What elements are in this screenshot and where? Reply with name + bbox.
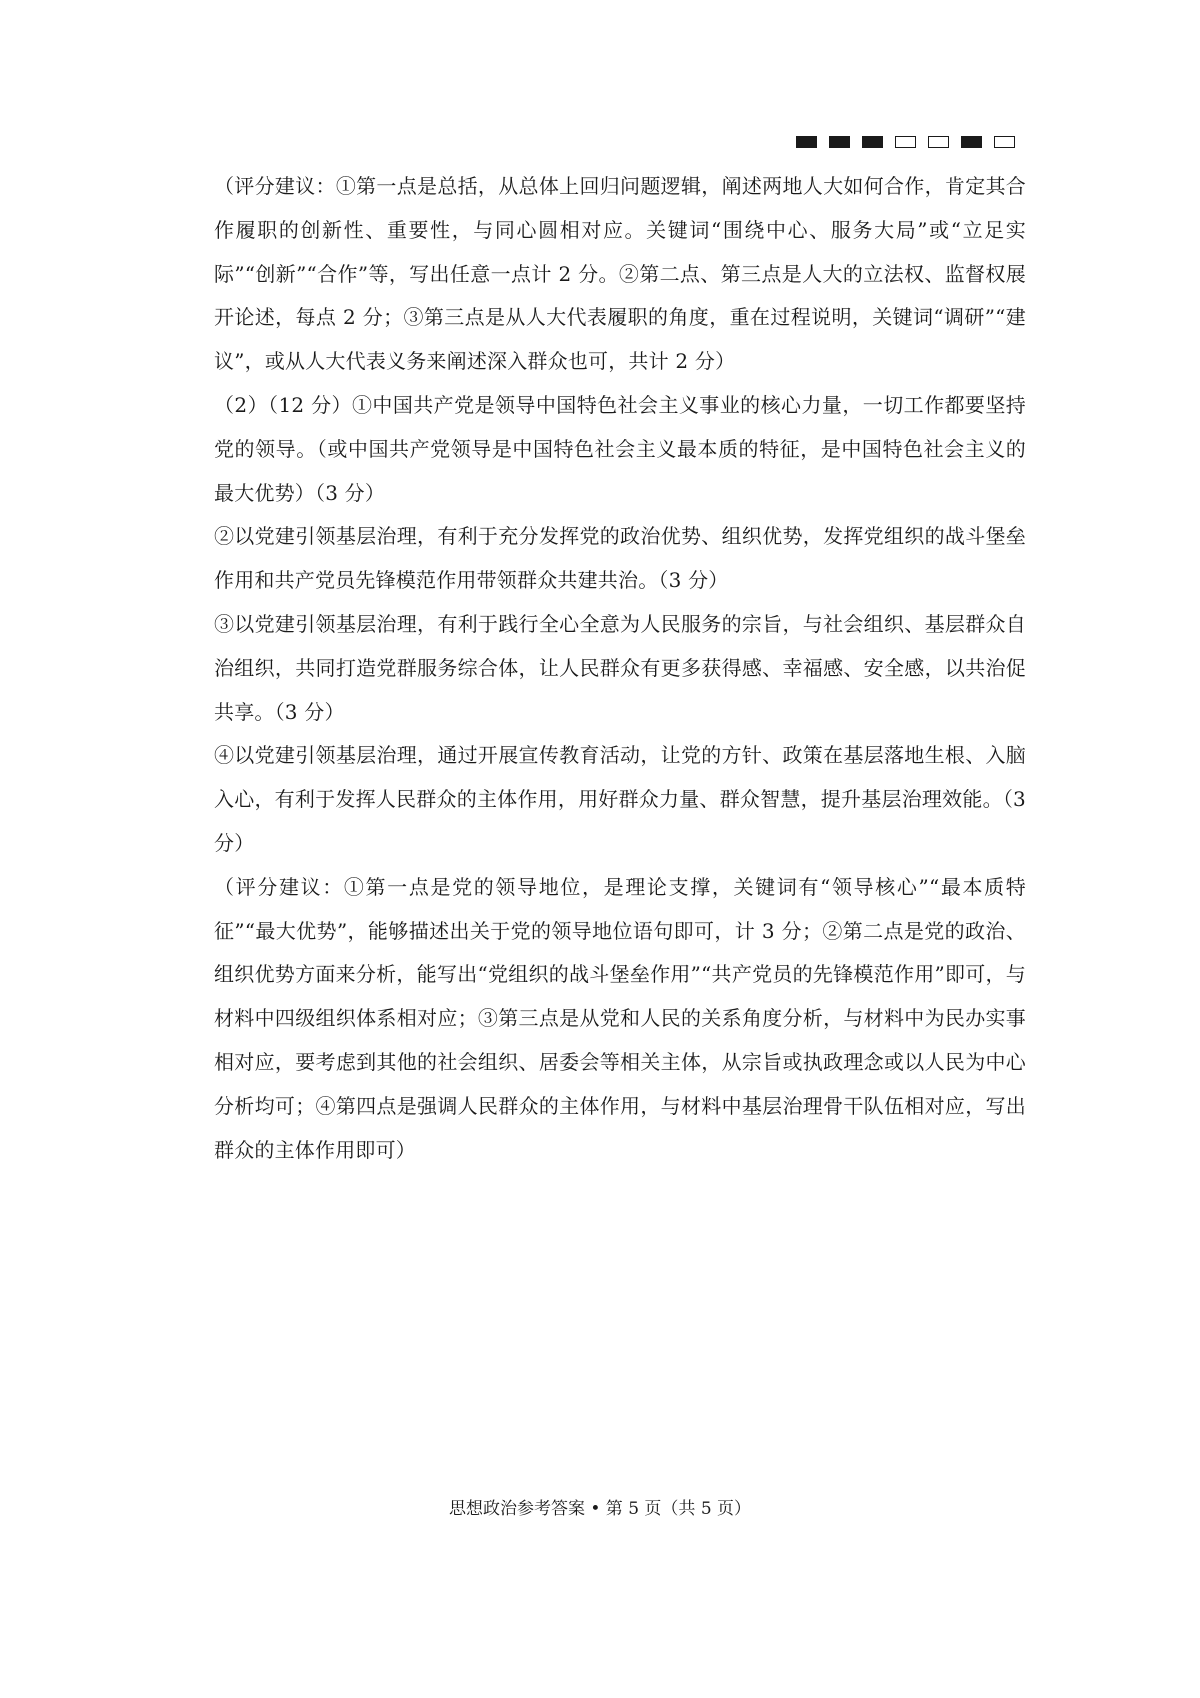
scoring-note-paragraph: （评分建议：①第一点是党的领导地位，是理论支撑，关键词有“领导核心”“最本质特征”“最大优势”，能够描述出关于党的领导地位语句即可，计 3 分；②第二点是党的政治、组织优势方面来分析，能写出“党组织的战斗堡垒作用”“共产党员的先锋模范作用”即可，与材料中四级组织体系相对应；③第三点是从党和人民的关系角度分析，与材料中为民办实事相对应，要考虑到其他的社会组织、居委会等相关主体，从宗旨或执政理念或以人民为中心分析均可；④第四点是强调人民群众的主体作用，与材料中基层治理骨干队伍相对应，写出群众的主体作用即可） [214,874,1026,1162]
page-footer: 思想政治参考答案 • 第 5 页（共 5 页） [448,1499,752,1519]
question-2-point-3: ③以党建引领基层治理，有利于践行全心全意为人民服务的宗旨，与社会组织、基层群众自治组织，共同打造党群服务综合体，让人民群众有更多获得感、幸福感、安全感，以共治促共享。（3 分） [214,611,1026,724]
empty-square-icon [994,136,1015,148]
scoring-note-paragraph: （评分建议：①第一点是总括，从总体上回归问题逻辑，阐述两地人大如何合作，肯定其合作履职的创新性、重要性，与同心圆相对应。关键词“围绕中心、服务大局”或“立足实际”“创新”“合作”等，写出任意一点计 2 分。②第二点、第三点是人大的立法权、监督权展开论述，每点 2 分；③第三点是从人大代表履职的角度，重在过程说明，关键词“调研”“建议”，或从人大代表义务来阐述深入群众也可，共计 2 分） [214,174,1026,374]
question-2-point-4: ④以党建引领基层治理，通过开展宣传教育活动，让党的方针、政策在基层落地生根、入脑入心，有利于发挥人民群众的主体作用，用好群众力量、群众智慧，提升基层治理效能。（3 分） [214,743,1026,855]
answer-content [214,165,1026,1172]
empty-square-icon [928,136,949,148]
question-2-point-2: ②以党建引领基层治理，有利于充分发挥党的政治优势、组织优势，发挥党组织的战斗堡垒作用和共产党员先锋模范作用带领群众共建共治。（3 分） [214,524,1026,593]
filled-square-icon [796,136,817,148]
filled-square-icon [961,136,982,148]
question-2-point-1: （2）（12 分）①中国共产党是领导中国特色社会主义事业的核心力量，一切工作都要坚持党的领导。（或中国共产党领导是中国特色社会主义最本质的特征，是中国特色社会主义的最大优势）（3 分） [214,392,1026,505]
filled-square-icon [829,136,850,148]
empty-square-icon [895,136,916,148]
filled-square-icon [862,136,883,148]
header-marks [796,136,1015,150]
